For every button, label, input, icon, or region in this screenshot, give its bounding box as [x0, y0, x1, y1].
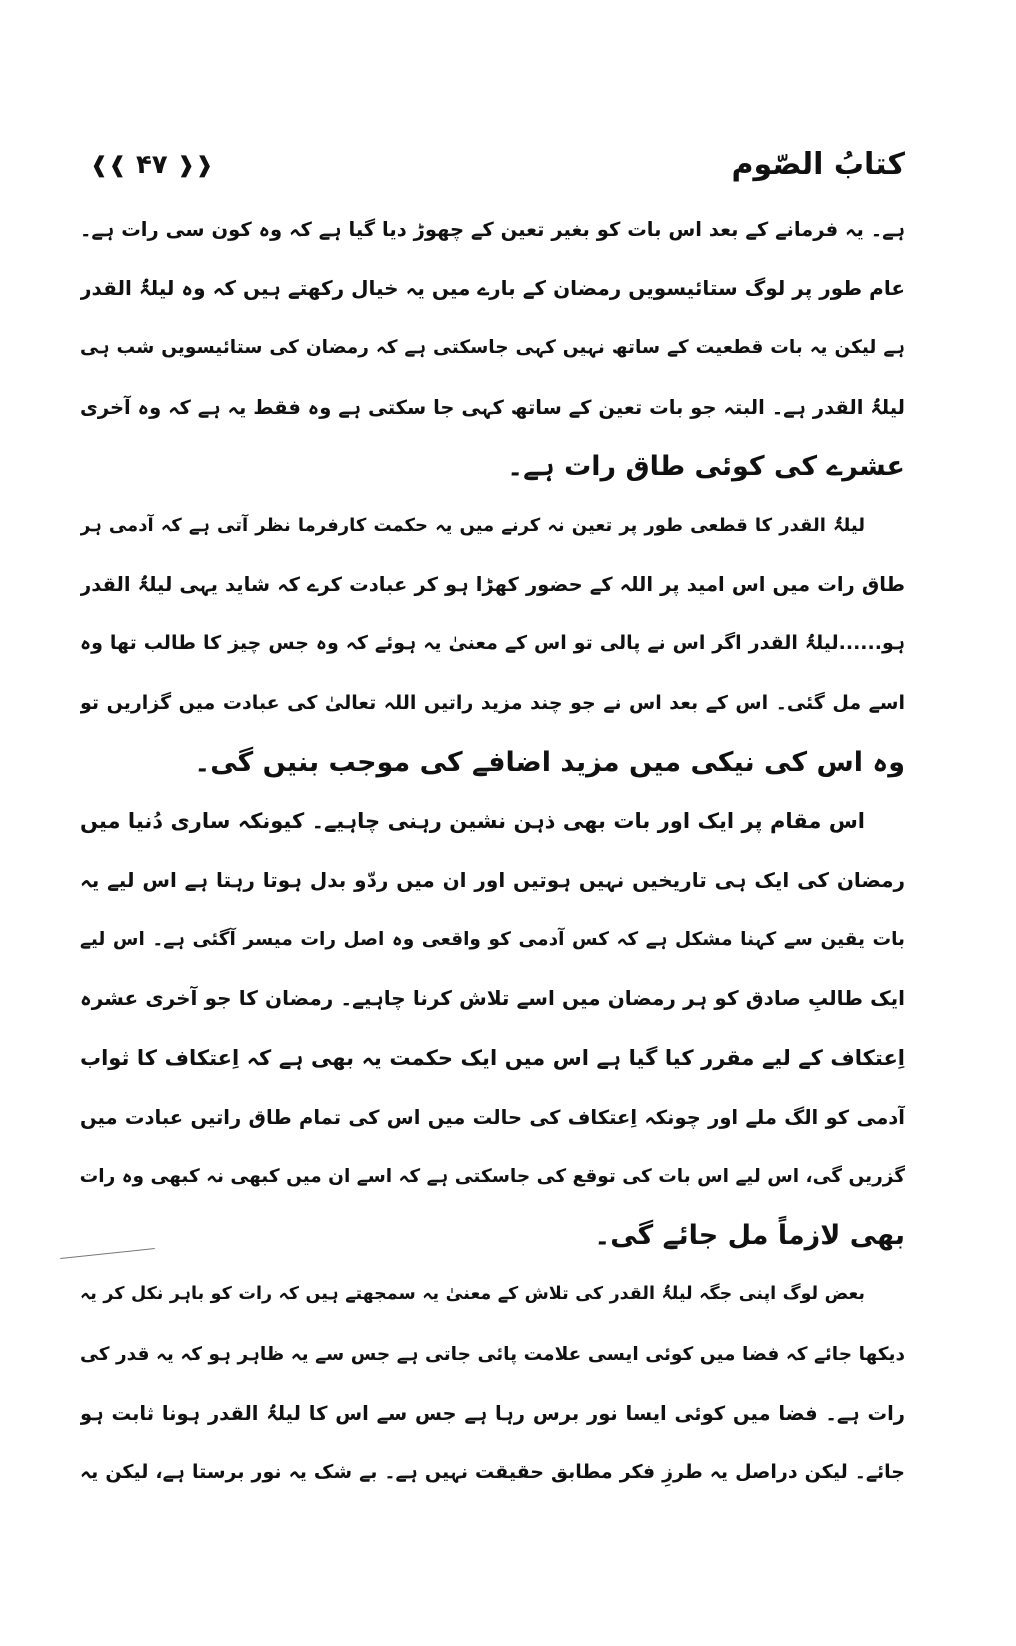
- text-line: بعض لوگ اپنی جگہ لیلۃُ القدر کی تلاش کے معنیٰ یہ سمجھتے ہیں کہ رات کو باہر نکل کر یہ: [80, 1284, 865, 1305]
- text-line: اسے مل گئی۔ اس کے بعد اس نے جو چند مزید راتیں اللہ تعالیٰ کی عبادت میں گزاریں تو: [80, 691, 905, 714]
- text-line: بات یقین سے کہنا مشکل ہے کہ کس آدمی کو واقعی وہ اصل رات میسر آگئی ہے۔ اس لیے: [80, 929, 905, 951]
- book-title: کتابُ الصّوم: [731, 147, 905, 182]
- text-line: ہے لیکن یہ بات قطعیت کے ساتھ نہیں کہی جاسکتی ہے کہ رمضان کی ستائیسویں شب ہی: [80, 337, 905, 359]
- ornament-left-icon: ❰❰: [90, 152, 127, 178]
- text-line: رمضان کی ایک ہی تاریخیں نہیں ہوتیں اور ان میں ردّو بدل ہوتا رہتا ہے اس لیے یہ: [80, 868, 905, 893]
- text-line: لیلۃُ القدر ہے۔ البتہ جو بات تعین کے ساتھ کہی جا سکتی ہے وہ فقط یہ ہے کہ وہ آخری: [80, 395, 905, 419]
- text-line: رات ہے۔ فضا میں کوئی ایسا نور برس رہا ہے جس سے اس کا لیلۃُ القدر ہونا ثابت ہو: [80, 1401, 905, 1425]
- text-line: دیکھا جائے کہ فضا میں کوئی ایسی علامت پائی جاتی ہے جس سے یہ ظاہر ہو کہ یہ قدر کی: [80, 1343, 905, 1365]
- ornament-right-icon: ❱❱: [176, 152, 214, 178]
- text-line: ایک طالبِ صادق کو ہر رمضان میں اسے تلاش کرنا چاہیے۔ رمضان کا جو آخری عشرہ: [80, 986, 905, 1011]
- page-number: ۴۷: [135, 150, 168, 180]
- page-number-badge: [90, 144, 214, 187]
- text-line: اِعتکاف کے لیے مقرر کیا گیا ہے اس میں ایک حکمت یہ بھی ہے کہ اِعتکاف کا ثواب: [80, 1045, 905, 1070]
- text-line: جائے۔ لیکن دراصل یہ طرزِ فکر مطابق حقیقت نہیں ہے۔ بے شک یہ نور برستا ہے، لیکن یہ: [80, 1460, 905, 1483]
- text-line: گزریں گی، اس لیے اس بات کی توقع کی جاسکتی ہے کہ اسے ان میں کبھی نہ کبھی وہ رات: [80, 1166, 905, 1187]
- text-line: ہو......لیلۃُ القدر اگر اس نے پالی تو اس کے معنیٰ یہ ہوئے کہ وہ جس چیز کا طالب تھا وہ: [80, 632, 905, 655]
- text-line: بھی لازماً مل جائے گی۔: [594, 1220, 905, 1252]
- text-line: طاق رات میں اس امید پر اللہ کے حضور کھڑا ہو کر عبادت کرے کہ شاید یہی لیلۃُ القدر: [80, 573, 905, 597]
- text-line: لیلۃُ القدر کا قطعی طور پر تعین نہ کرنے میں یہ حکمت کارفرما نظر آتی ہے کہ آدمی ہر: [80, 514, 865, 536]
- text-line: اس مقام پر ایک اور بات بھی ذہن نشین رہنی چاہیے۔ کیونکہ ساری دُنیا میں: [80, 808, 865, 833]
- body-text: [80, 200, 905, 1502]
- text-line: عشرے کی کوئی طاق رات ہے۔: [507, 450, 905, 482]
- page-header: [80, 140, 905, 190]
- text-line: وہ اس کی نیکی میں مزید اضافے کی موجب بنیں گی۔: [194, 746, 905, 778]
- text-line: آدمی کو الگ ملے اور چونکہ اِعتکاف کی حالت میں اس کی تمام طاق راتیں عبادت میں: [80, 1105, 905, 1129]
- text-line: عام طور پر لوگ ستائیسویں رمضان کے بارے میں یہ خیال رکھتے ہیں کہ وہ لیلۃُ القدر: [80, 276, 905, 301]
- text-line: ہے۔ یہ فرمانے کے بعد اس بات کو بغیر تعین کے چھوڑ دیا گیا ہے کہ وہ کون سی رات ہے۔: [80, 218, 905, 241]
